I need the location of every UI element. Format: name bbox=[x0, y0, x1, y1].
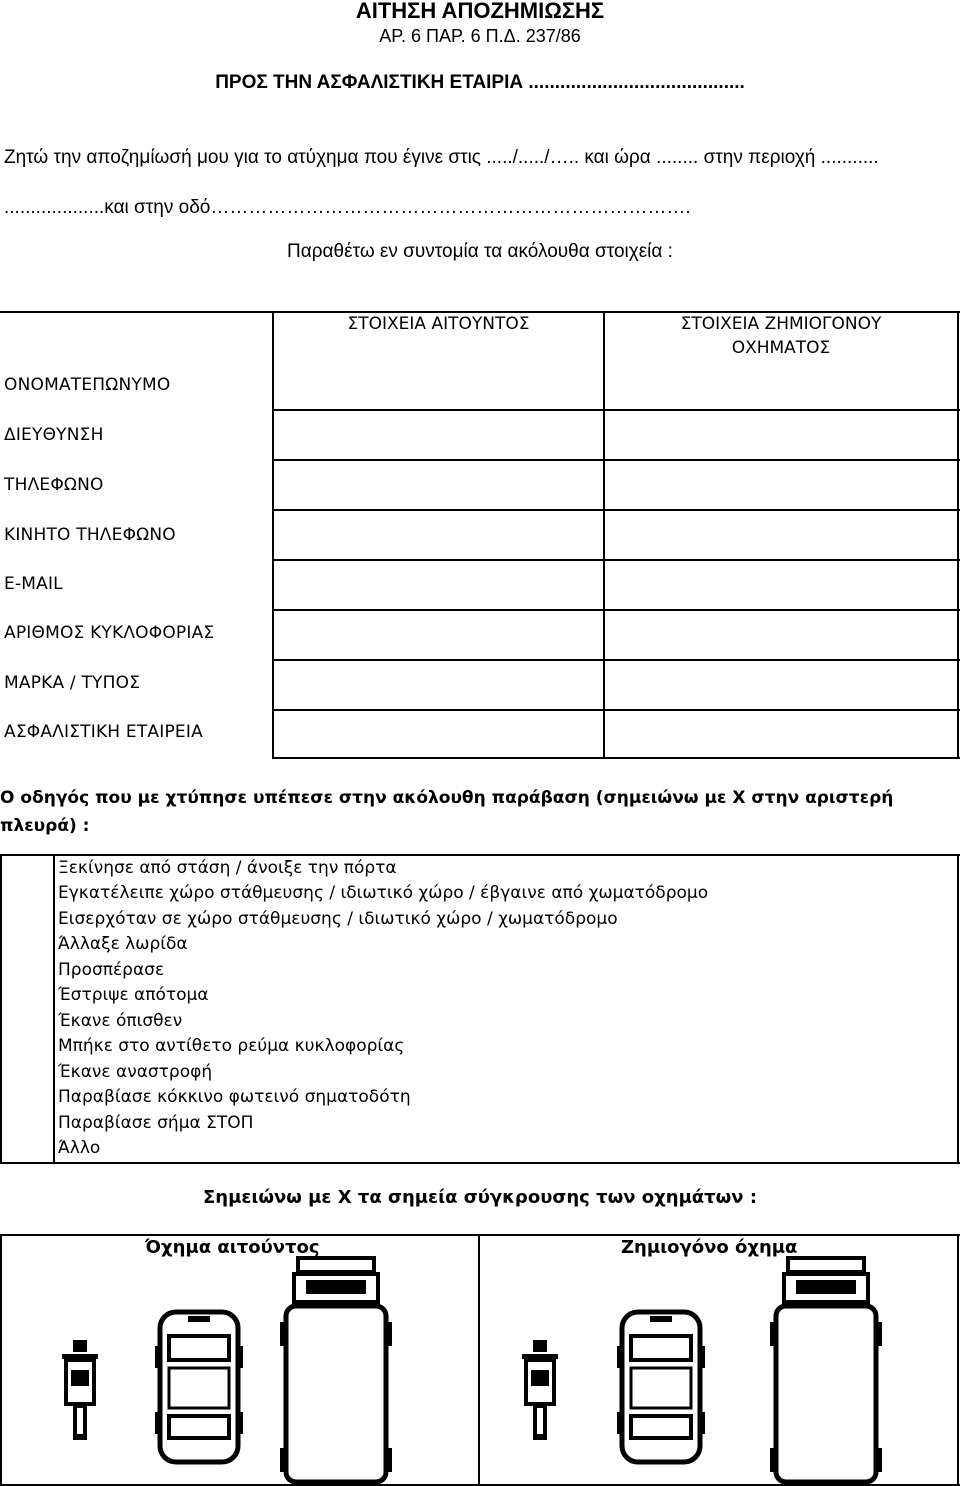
col-header-other-line2: ΟΧΗΜΑΤΟΣ bbox=[731, 338, 831, 358]
document-title: ΑΙΤΗΣΗ ΑΠΟΖΗΜΙΩΣΗΣ bbox=[355, 0, 605, 23]
legal-reference: ΑΡ. 6 ΠΑΡ. 6 Π.Δ. 237/86 bbox=[379, 26, 581, 46]
other-motorcycle-icon[interactable] bbox=[522, 1340, 558, 1440]
violation-option[interactable]: Άλλαξε λωρίδα bbox=[58, 934, 188, 954]
violation-option[interactable]: Παραβίασε κόκκινο φωτεινό σηματοδότη bbox=[58, 1087, 411, 1107]
applicant-motorcycle-icon[interactable] bbox=[62, 1340, 98, 1440]
violation-option[interactable]: Έκανε αναστροφή bbox=[58, 1062, 213, 1082]
row-label-email: E-MAIL bbox=[4, 574, 63, 594]
recipient-line: ΠΡΟΣ ΤΗΝ ΑΣΦΑΛΙΣΤΙΚΗ ΕΤΑΙΡΙΑ ......................................... bbox=[215, 72, 745, 93]
other-truck-icon[interactable] bbox=[770, 1258, 882, 1482]
applicant-truck-icon[interactable] bbox=[280, 1258, 392, 1482]
violation-option[interactable]: Προσπέρασε bbox=[58, 960, 165, 980]
violation-option[interactable]: Μπήκε στο αντίθετο ρεύμα κυκλοφορίας bbox=[58, 1036, 405, 1056]
row-label-insurer: ΑΣΦΑΛΙΣΤΙΚΗ ΕΤΑΙΡΕΙΑ bbox=[4, 722, 203, 742]
row-label-address: ΔΙΕΥΘΥΝΣΗ bbox=[4, 425, 104, 445]
violation-option[interactable]: Παραβίασε σήμα ΣΤΟΠ bbox=[58, 1113, 254, 1133]
row-label-make-model: ΜΑΡΚΑ / ΤΥΠΟΣ bbox=[4, 673, 141, 693]
applicant-car-icon[interactable] bbox=[155, 1312, 243, 1462]
violation-option[interactable]: Άλλο bbox=[58, 1138, 101, 1158]
row-label-fullname: ΟΝΟΜΑΤΕΠΩΝΥΜΟ bbox=[4, 375, 171, 395]
col-header-other-line1: ΣΤΟΙΧΕΙΑ ΖΗΜΙΟΓΟΝΟΥ bbox=[680, 314, 882, 334]
violation-intro: Ο οδηγός που με χτύπησε υπέπεσε στην ακόλουθη παράβαση (σημειώνω με Χ στην αριστερή πλευρά) : bbox=[0, 788, 894, 836]
violation-option[interactable]: Εγκατέλειπε χώρο στάθμευσης / ιδιωτικό χώρο / έβγαινε από χωματόδρομο bbox=[58, 883, 709, 903]
accident-date-place-line: Ζητώ την αποζημίωσή μου για το ατύχημα που έγινε στις ...../...../….. και ώρα ........ στην περιοχή ........... bbox=[4, 147, 879, 168]
col-header-applicant: ΣΤΟΙΧΕΙΑ ΑΙΤΟΥΝΤΟΣ bbox=[347, 314, 530, 334]
row-label-phone: ΤΗΛΕΦΩΝΟ bbox=[4, 475, 104, 495]
applicant-vehicle-label: Όχημα αιτούντος bbox=[145, 1237, 320, 1258]
collision-points-title: Σημειώνω με Χ τα σημεία σύγκρουσης των οχημάτων : bbox=[202, 1187, 758, 1208]
violation-option[interactable]: Έστριψε απότομα bbox=[58, 985, 209, 1005]
other-vehicle-label: Ζημιογόνο όχημα bbox=[621, 1237, 798, 1258]
accident-street-line: ...................και στην οδό…………………………………………………………………. bbox=[4, 197, 691, 218]
violation-option[interactable]: Έκανε όπισθεν bbox=[58, 1011, 183, 1031]
details-intro: Παραθέτω εν συντομία τα ακόλουθα στοιχεία : bbox=[287, 241, 673, 262]
row-label-mobile: ΚΙΝΗΤΟ ΤΗΛΕΦΩΝΟ bbox=[4, 525, 176, 545]
violation-option[interactable]: Εισερχόταν σε χώρο στάθμευσης / ιδιωτικό χώρο / χωματόδρομο bbox=[58, 909, 618, 929]
other-car-icon[interactable] bbox=[617, 1312, 705, 1462]
violation-option[interactable]: Ξεκίνησε από στάση / άνοιξε την πόρτα bbox=[58, 858, 397, 878]
row-label-registration: ΑΡΙΘΜΟΣ ΚΥΚΛΟΦΟΡΙΑΣ bbox=[4, 623, 215, 643]
